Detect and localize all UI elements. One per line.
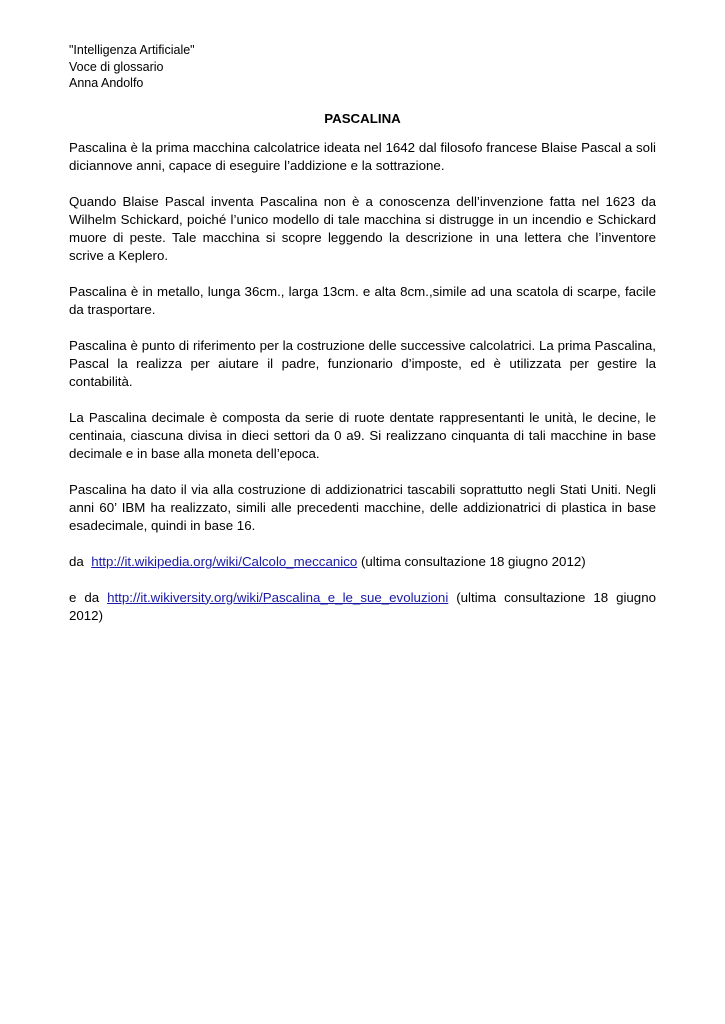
author-name: Anna Andolfo [69,76,144,90]
paragraph-6: Pascalina ha dato il via alla costruzione di addizionatrici tascabili soprattutto negli Stati Uniti. Negli anni 60’ IBM ha realizzato, simili alle precedenti macchine, delle addizionatrici di plastica in base esadecimale, quindi in base 16. [69,481,656,533]
page-title: PASCALINA [324,110,401,126]
source-wikiversity [69,589,656,625]
document-type: Voce di glossario [69,59,164,74]
source-prefix: e da [69,589,108,605]
document-body [69,139,656,535]
sources-section [69,553,656,625]
paragraph-5: La Pascalina decimale è composta da serie di ruote dentate rappresentanti le unità, le decine, le centinaia, ciascuna divisa in dieci settori da 0 a9. Si realizzano cinquanta di tali macchine in base decimale e in base alla moneta dell’epoca. [69,409,656,461]
wikipedia-link[interactable]: http://it.wikipedia.org/wiki/Calcolo_meccanico [91,553,358,569]
source-wikipedia [69,553,656,571]
document-header [69,42,656,92]
paragraph-2: Quando Blaise Pascal inventa Pascalina non è a conoscenza dell’invenzione fatta nel 1623 da Wilhelm Schickard, poiché l’unico modello di tale macchina si distrugge in un incendio e Schickard muore di peste. Tale macchina si scopre leggendo la descrizione in una lettera che l’inventore scrive a Keplero. [69,193,656,263]
source-prefix: da [69,553,92,569]
source-suffix: (ultima consultazione 18 giugno 2012) [357,553,586,569]
wikiversity-link[interactable]: http://it.wikiversity.org/wiki/Pascalina_e_le_sue_evoluzioni [107,589,449,605]
source-suffix: (ultima consultazione 18 giugno 2012) [69,589,656,623]
paragraph-3: Pascalina è in metallo, lunga 36cm., larga 13cm. e alta 8cm.,simile ad una scatola di scarpe, facile da trasportare. [69,283,656,317]
course-name: "Intelligenza Artificiale" [69,43,195,57]
paragraph-1: Pascalina è la prima macchina calcolatrice ideata nel 1642 dal filosofo francese Blaise Pascal a soli diciannove anni, capace di eseguire l’addizione e la sottrazione. [69,139,656,173]
document-page [69,42,656,643]
paragraph-4: Pascalina è punto di riferimento per la costruzione delle successive calcolatrici. La prima Pascalina, Pascal la realizza per aiutare il padre, funzionario d’imposte, ed è utilizzata per gestire la contabilità. [69,337,656,389]
